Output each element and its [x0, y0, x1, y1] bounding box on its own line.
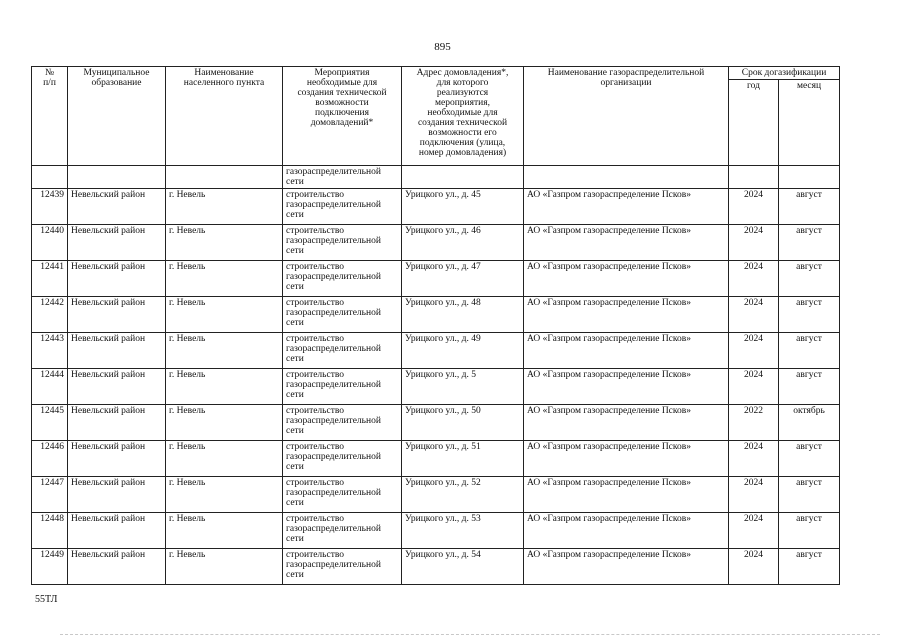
cell-month: август [779, 513, 840, 549]
cell-month: август [779, 441, 840, 477]
cell-address: Урицкого ул., д. 47 [402, 261, 524, 297]
cell-measures: строительство газораспределительной сети [283, 405, 402, 441]
cell-num: 12448 [32, 513, 68, 549]
cell-address: Урицкого ул., д. 53 [402, 513, 524, 549]
cell-org: АО «Газпром газораспределение Псков» [524, 369, 729, 405]
cell-org: АО «Газпром газораспределение Псков» [524, 513, 729, 549]
cell-address: Урицкого ул., д. 54 [402, 549, 524, 585]
cell-num: 12439 [32, 189, 68, 225]
header-municipality: Муниципальное образование [68, 67, 166, 166]
cell-year: 2022 [729, 405, 779, 441]
cell-settlement: г. Невель [166, 189, 283, 225]
cell-measures: строительство газораспределительной сети [283, 441, 402, 477]
cell-month: август [779, 477, 840, 513]
cell-municipality: Невельский район [68, 477, 166, 513]
cell-month: август [779, 189, 840, 225]
cell-settlement: г. Невель [166, 225, 283, 261]
cell-org: АО «Газпром газораспределение Псков» [524, 189, 729, 225]
cell-org: АО «Газпром газораспределение Псков» [524, 441, 729, 477]
header-num: № п/п [32, 67, 68, 166]
cell-year: 2024 [729, 477, 779, 513]
cell-settlement: г. Невель [166, 405, 283, 441]
cell-measures: строительство газораспределительной сети [283, 225, 402, 261]
scan-artifact-line [60, 634, 880, 635]
header-measures: Мероприятия необходимые для создания технической возможности подключения домовладений* [283, 67, 402, 166]
cell-address: Урицкого ул., д. 51 [402, 441, 524, 477]
cell-settlement: г. Невель [166, 261, 283, 297]
cell-measures: строительство газораспределительной сети [283, 189, 402, 225]
cell-municipality: Невельский район [68, 261, 166, 297]
table-row [32, 297, 840, 333]
cell-year: 2024 [729, 549, 779, 585]
table-body [32, 166, 840, 585]
cell-address: Урицкого ул., д. 48 [402, 297, 524, 333]
cell-org: АО «Газпром газораспределение Псков» [524, 477, 729, 513]
header-deadline: Срок догазификации [729, 67, 840, 80]
footer-code: 55ТЛ [35, 594, 58, 605]
cell-num: 12445 [32, 405, 68, 441]
cell-settlement: г. Невель [166, 549, 283, 585]
cell-address: Урицкого ул., д. 50 [402, 405, 524, 441]
table-row [32, 261, 840, 297]
cell-year: 2024 [729, 513, 779, 549]
cell-num: 12443 [32, 333, 68, 369]
cell-address: Урицкого ул., д. 46 [402, 225, 524, 261]
cell-year: 2024 [729, 297, 779, 333]
cell-municipality: Невельский район [68, 513, 166, 549]
cell-num: 12446 [32, 441, 68, 477]
table-row [32, 369, 840, 405]
header-year: год [729, 80, 779, 166]
cell-measures: строительство газораспределительной сети [283, 333, 402, 369]
continuation-measures: газораспределительной сети [283, 166, 402, 189]
cell-municipality: Невельский район [68, 297, 166, 333]
cell-year: 2024 [729, 333, 779, 369]
header-org: Наименование газораспределительной организации [524, 67, 729, 166]
cell-num: 12441 [32, 261, 68, 297]
cell-measures: строительство газораспределительной сети [283, 513, 402, 549]
cell-settlement: г. Невель [166, 513, 283, 549]
table-row [32, 549, 840, 585]
cell-municipality: Невельский район [68, 405, 166, 441]
cell-num: 12444 [32, 369, 68, 405]
cell-address: Урицкого ул., д. 5 [402, 369, 524, 405]
continuation-row [32, 166, 840, 189]
cell-settlement: г. Невель [166, 297, 283, 333]
cell-settlement: г. Невель [166, 441, 283, 477]
cell-address: Урицкого ул., д. 45 [402, 189, 524, 225]
cell-year: 2024 [729, 441, 779, 477]
header-settlement: Наименование населенного пункта [166, 67, 283, 166]
cell-month: август [779, 333, 840, 369]
cell-address: Урицкого ул., д. 49 [402, 333, 524, 369]
table-row [32, 441, 840, 477]
cell-year: 2024 [729, 225, 779, 261]
cell-settlement: г. Невель [166, 369, 283, 405]
cell-municipality: Невельский район [68, 369, 166, 405]
cell-num: 12442 [32, 297, 68, 333]
table-row [32, 477, 840, 513]
cell-org: АО «Газпром газораспределение Псков» [524, 225, 729, 261]
cell-num: 12447 [32, 477, 68, 513]
cell-municipality: Невельский район [68, 549, 166, 585]
cell-org: АО «Газпром газораспределение Псков» [524, 549, 729, 585]
table-row [32, 225, 840, 261]
table-row [32, 405, 840, 441]
cell-municipality: Невельский район [68, 333, 166, 369]
cell-measures: строительство газораспределительной сети [283, 369, 402, 405]
cell-month: август [779, 369, 840, 405]
cell-municipality: Невельский район [68, 189, 166, 225]
cell-year: 2024 [729, 369, 779, 405]
cell-month: август [779, 225, 840, 261]
cell-settlement: г. Невель [166, 477, 283, 513]
cell-org: АО «Газпром газораспределение Псков» [524, 405, 729, 441]
page-number: 895 [434, 41, 451, 53]
cell-month: октябрь [779, 405, 840, 441]
cell-measures: строительство газораспределительной сети [283, 549, 402, 585]
cell-address: Урицкого ул., д. 52 [402, 477, 524, 513]
cell-org: АО «Газпром газораспределение Псков» [524, 261, 729, 297]
table-row [32, 189, 840, 225]
table-row [32, 333, 840, 369]
header-month: месяц [779, 80, 840, 166]
cell-municipality: Невельский район [68, 225, 166, 261]
cell-num: 12440 [32, 225, 68, 261]
cell-year: 2024 [729, 189, 779, 225]
table-header [32, 67, 840, 166]
cell-measures: строительство газораспределительной сети [283, 261, 402, 297]
cell-measures: строительство газораспределительной сети [283, 297, 402, 333]
cell-settlement: г. Невель [166, 333, 283, 369]
cell-num: 12449 [32, 549, 68, 585]
cell-month: август [779, 261, 840, 297]
cell-measures: строительство газораспределительной сети [283, 477, 402, 513]
cell-org: АО «Газпром газораспределение Псков» [524, 297, 729, 333]
gasification-table [31, 66, 840, 585]
cell-month: август [779, 297, 840, 333]
header-address: Адрес домовладения*, для которого реализуются мероприятия, необходимые для создания технической возможности его подключения (улица, номер домовладения) [402, 67, 524, 166]
table-row [32, 513, 840, 549]
cell-org: АО «Газпром газораспределение Псков» [524, 333, 729, 369]
cell-year: 2024 [729, 261, 779, 297]
cell-month: август [779, 549, 840, 585]
cell-municipality: Невельский район [68, 441, 166, 477]
